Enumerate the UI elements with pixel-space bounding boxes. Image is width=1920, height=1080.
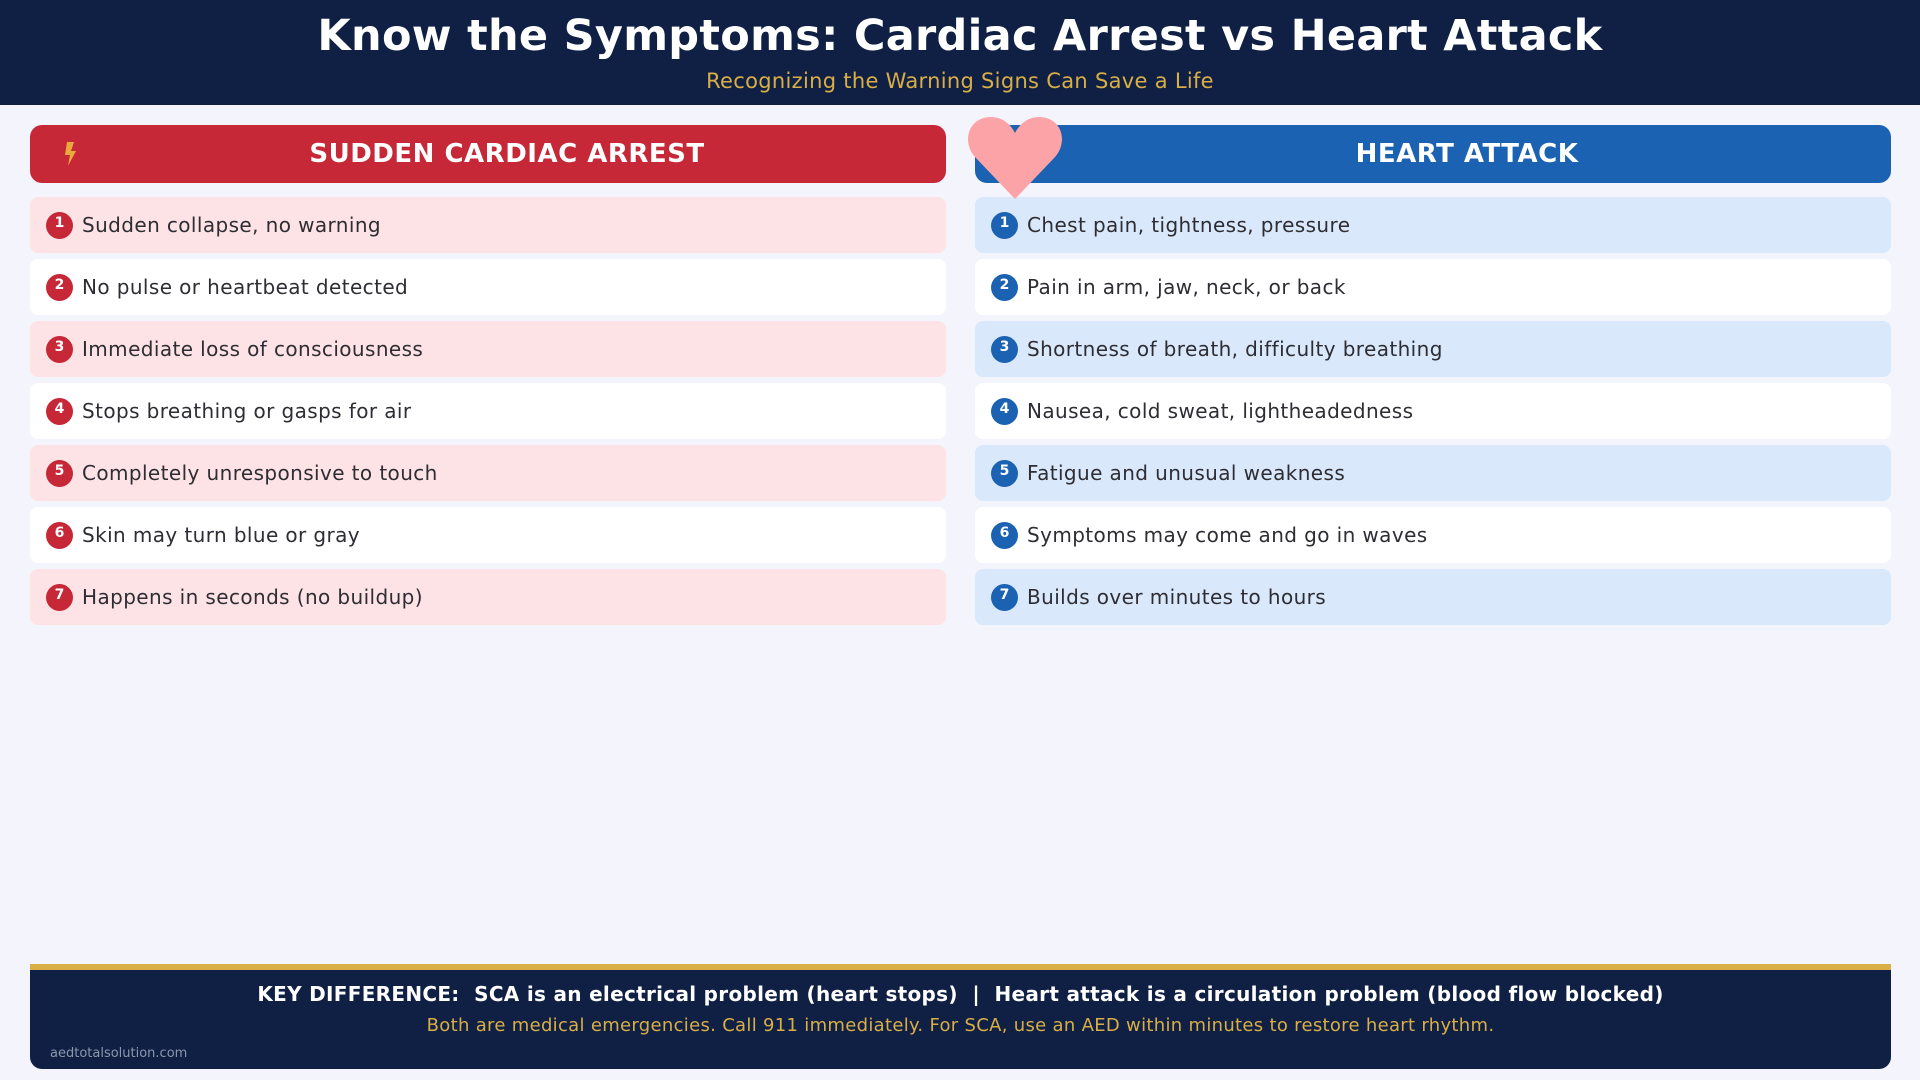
number-badge: 5 (46, 460, 73, 487)
symptom-text: Sudden collapse, no warning (82, 213, 381, 237)
lightning-bolt-icon (63, 142, 77, 166)
number-badge: 4 (991, 398, 1018, 425)
key-difference-text: KEY DIFFERENCE: SCA is an electrical problem (heart stops) | Heart attack is a circulation problem (blood flow blocked) (257, 982, 1664, 1006)
number-badge: 3 (991, 336, 1018, 363)
list-item (30, 569, 946, 625)
number-badge: 5 (991, 460, 1018, 487)
heart-attack-symptom-list (975, 197, 1891, 625)
page-title: Know the Symptoms: Cardiac Arrest vs Heart Attack (317, 11, 1603, 61)
list-item (30, 445, 946, 501)
list-item (975, 259, 1891, 315)
sca-header-title: SUDDEN CARDIAC ARREST (309, 139, 705, 169)
number-badge: 4 (46, 398, 73, 425)
list-item (30, 259, 946, 315)
symptom-text: Completely unresponsive to touch (82, 461, 438, 485)
heart-icon (967, 115, 1063, 199)
number-badge: 1 (991, 212, 1018, 239)
list-item (30, 507, 946, 563)
symptom-text: Skin may turn blue or gray (82, 523, 361, 547)
list-item (30, 321, 946, 377)
number-badge: 3 (46, 336, 73, 363)
heart-attack-header (975, 125, 1891, 183)
key-difference-footer (30, 970, 1891, 1069)
symptom-text: Happens in seconds (no buildup) (82, 585, 423, 609)
number-badge: 2 (991, 274, 1018, 301)
heart-attack-column (975, 125, 1891, 631)
list-item (975, 445, 1891, 501)
symptom-text: Pain in arm, jaw, neck, or back (1027, 275, 1346, 299)
page-subtitle: Recognizing the Warning Signs Can Save a Life (706, 69, 1214, 93)
symptom-text: Symptoms may come and go in waves (1027, 523, 1428, 547)
list-item (30, 197, 946, 253)
sca-symptom-list (30, 197, 946, 625)
title-banner (0, 0, 1920, 105)
symptom-text: Shortness of breath, difficulty breathing (1027, 337, 1443, 361)
list-item (975, 569, 1891, 625)
sca-header (30, 125, 946, 183)
number-badge: 6 (46, 522, 73, 549)
symptom-text: Stops breathing or gasps for air (82, 399, 412, 423)
list-item (975, 383, 1891, 439)
symptom-text: No pulse or heartbeat detected (82, 275, 409, 299)
number-badge: 6 (991, 522, 1018, 549)
symptom-text: Fatigue and unusual weakness (1027, 461, 1346, 485)
symptom-text: Chest pain, tightness, pressure (1027, 213, 1351, 237)
symptom-text: Builds over minutes to hours (1027, 585, 1327, 609)
source-watermark: aedtotalsolution.com (50, 1046, 188, 1061)
number-badge: 1 (46, 212, 73, 239)
number-badge: 7 (991, 584, 1018, 611)
list-item (30, 383, 946, 439)
heart-attack-header-title: HEART ATTACK (1355, 139, 1579, 169)
number-badge: 7 (46, 584, 73, 611)
list-item (975, 321, 1891, 377)
emergency-note: Both are medical emergencies. Call 911 immediately. For SCA, use an AED within minutes to restore heart rhythm. (426, 1015, 1495, 1036)
list-item (975, 507, 1891, 563)
symptom-text: Nausea, cold sweat, lightheadedness (1027, 399, 1414, 423)
number-badge: 2 (46, 274, 73, 301)
sca-column (30, 125, 946, 631)
symptom-text: Immediate loss of consciousness (82, 337, 424, 361)
list-item (975, 197, 1891, 253)
